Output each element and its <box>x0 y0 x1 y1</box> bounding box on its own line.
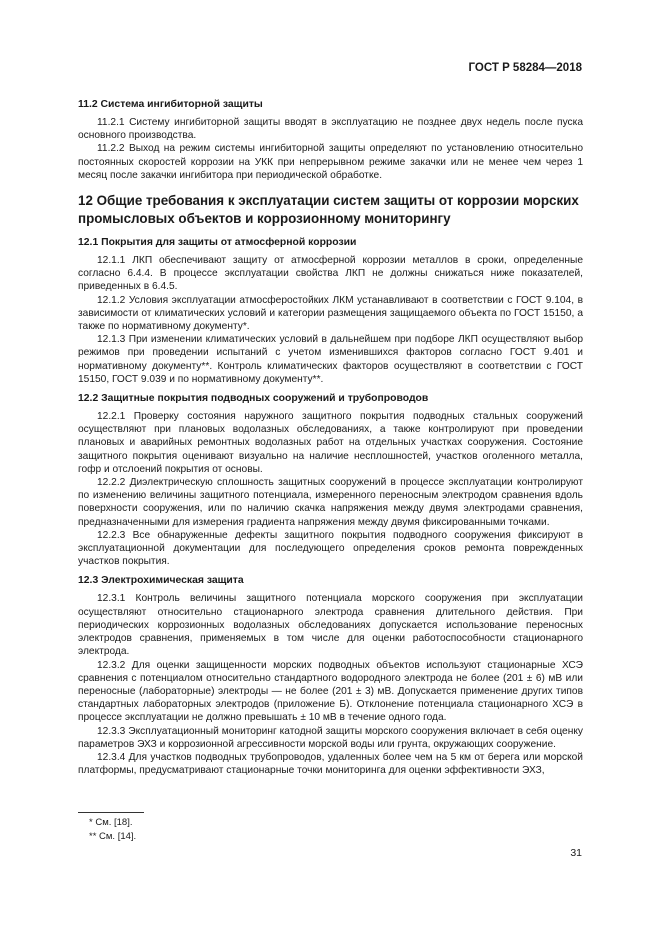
document-header: ГОСТ Р 58284—2018 <box>468 62 582 74</box>
section-12-title: 12 Общие требования к эксплуатации систем защиты от коррозии морских промысловых объектов и коррозионному мониторингу <box>78 193 579 227</box>
paragraph-12-3-3: 12.3.3 Эксплуатационный мониторинг катодной защиты морского сооружения включает в себя оценку параметров ЭХЗ и коррозионной агрессивности морской воды или грунта, окружающих сооружение. <box>78 725 583 750</box>
section-12-2-title: 12.2 Защитные покрытия подводных сооружений и трубопроводов <box>78 393 429 405</box>
paragraph-12-3-2: 12.3.2 Для оценки защищенности морских подводных объектов используют стационарные ХСЭ сравнения с потенциалом относительно стандартного водородного электрода не более (201 ± 6) мВ или переносные (лабораторные) электроды — не более (201 ± 3) мВ. Допускается применение других типов стандартных лабораторных электродов (приложение Б). Отклонение потенциала стационарного ХСЭ в процессе эксплуатации не должно превышать ± 10 мВ в течение одного года. <box>78 659 583 724</box>
paragraph-12-3-4: 12.3.4 Для участков подводных трубопроводов, удаленных более чем на 5 км от берега или морской платформы, предусматривают стационарные точки мониторинга для оценки эффективности ЭХЗ, <box>78 751 583 777</box>
paragraph-12-1-2: 12.1.2 Условия эксплуатации атмосферостойких ЛКМ устанавливают в соответствии с ГОСТ 9.104, в зависимости от климатических условий и категории размещения защищаемого объекта по ГОСТ 15150, а также по нормативному документу*. <box>78 294 583 333</box>
footnote-2: ** См. [14]. <box>89 831 137 842</box>
paragraph-12-2-2: 12.2.2 Диэлектрическую сплошность защитных сооружений в процессе эксплуатации контролируют по изменению величины защитного потенциала, измеренного переносным электродом сравнения вдоль поверхности сооружения, или по наличию скачка напряжения между двумя электродами сравнения, предназначенными для измерения градиента напряжения между двумя фиксированными точками. <box>78 477 583 528</box>
footnote-1: * См. [18]. <box>89 817 133 828</box>
paragraph-11-2-2: 11.2.2 Выход на режим системы ингибиторной защиты определяют по установлению относительно постоянных скоростей коррозии на УКК при непрерывном режиме закачки или не менее чем через 1 месяц после закачки ингибитора при периодической обработке. <box>78 143 583 181</box>
paragraph-11-2-1: 11.2.1 Систему ингибиторной защиты вводят в эксплуатацию не позднее двух недель после пуска основного производства. <box>78 117 583 142</box>
section-12-3-title: 12.3 Электрохимическая защита <box>78 575 244 587</box>
page-number: 31 <box>570 847 582 859</box>
paragraph-12-2-1: 12.2.1 Проверку состояния наружного защитного покрытия подводных стальных сооружений осуществляют при плановых водолазных обследованиях, а также контролируют при проведении плановых и аварийных ремонтных водолазных работ на отдельных участках сооружения. Состояние защитного покрытия оценивают визуально на наличие несплошностей, участков оголенного металла, гофр и отслоений покрытия от основы. <box>78 411 583 475</box>
paragraph-12-3-1: 12.3.1 Контроль величины защитного потенциала морского сооружения при эксплуатации осуществляют относительно стационарного электрода сравнения длительного действия. При периодических коррозионных водолазных обследованиях допускается использование переносных электродов сравнения, применяемых в том числе для оценки работоспособности стационарного электрода. <box>78 593 583 658</box>
paragraph-12-1-3: 12.1.3 При изменении климатических условий в дальнейшем при подборе ЛКП осуществляют выбор режимов при проведении испытаний с учетом изменившихся факторов согласно ГОСТ 9.401 и нормативному документу**. Контроль климатических факторов осуществляют в соответствии с ГОСТ 15150, ГОСТ 9.039 и по нормативному документу**. <box>78 334 583 385</box>
paragraph-12-2-3: 12.2.3 Все обнаруженные дефекты защитного покрытия подводного сооружения фиксируют в эксплуатационной документации для последующего определения сроков ремонта поврежденных участков покрытия. <box>78 529 583 568</box>
section-12-1-title: 12.1 Покрытия для защиты от атмосферной коррозии <box>78 237 357 249</box>
section-11-2-title: 11.2 Система ингибиторной защиты <box>78 99 263 110</box>
paragraph-12-1-1: 12.1.1 ЛКП обеспечивают защиту от атмосферной коррозии металлов в сроки, определенные согласно 6.4.4. В процессе эксплуатации свойства ЛКП не должны снижаться ниже показателей, приведенных в 6.4.5. <box>78 255 583 293</box>
footnote-divider <box>78 812 144 813</box>
document-body <box>78 92 583 777</box>
